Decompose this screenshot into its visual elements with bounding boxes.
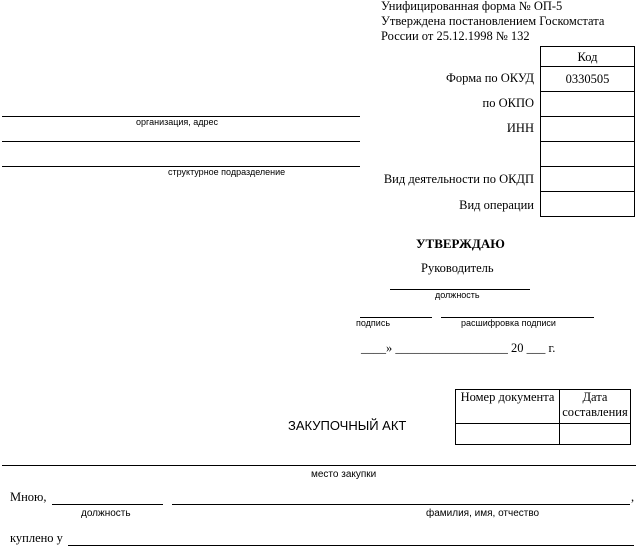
document-date-cell[interactable] (560, 424, 631, 445)
okpo-code[interactable] (541, 92, 635, 117)
form-header-line-2: Утверждена постановлением Госкомстата (381, 14, 605, 28)
document-date-header: Дата составления (560, 390, 631, 424)
document-number-cell[interactable] (456, 424, 560, 445)
operation-label: Вид операции (459, 198, 534, 212)
organization-caption: организация, адрес (136, 117, 219, 127)
okud-label: Форма по ОКУД (446, 71, 534, 85)
codes-table (540, 46, 635, 217)
seller-line[interactable] (68, 545, 634, 546)
bought-from-prefix: куплено у (10, 531, 63, 545)
approval-title: УТВЕРЖДАЮ (416, 236, 505, 251)
buyer-position-caption: должность (81, 508, 131, 519)
operation-code[interactable] (541, 192, 635, 217)
blank-code[interactable] (541, 142, 635, 167)
codes-header: Код (541, 47, 635, 67)
form-header-line-3: России от 25.12.1998 № 132 (381, 29, 530, 43)
okdp-code[interactable] (541, 167, 635, 192)
organization-line-2[interactable] (2, 141, 360, 142)
okud-code[interactable]: 0330505 (541, 67, 635, 92)
purchase-place-caption: место закупки (311, 469, 377, 480)
okdp-label: Вид деятельности по ОКДП (383, 172, 534, 186)
buyer-name-line[interactable] (172, 504, 630, 505)
approval-role: Руководитель (421, 261, 494, 275)
trailing-comma: , (631, 490, 635, 504)
inn-label: ИНН (506, 121, 534, 135)
form-header (381, 0, 604, 44)
document-title: ЗАКУПОЧНЫЙ АКТ (288, 418, 407, 433)
form-header-line-1: Унифицированная форма № ОП-5 (381, 0, 563, 13)
inn-code[interactable] (541, 117, 635, 142)
approval-position-caption: должность (435, 290, 480, 300)
approval-signature-decode-caption: расшифровка подписи (461, 318, 556, 328)
buyer-name-caption: фамилия, имя, отчество (426, 508, 540, 519)
document-number-header: Номер документа (456, 390, 560, 424)
buyer-position-line[interactable] (52, 504, 163, 505)
department-caption: структурное подразделение (168, 167, 286, 177)
okpo-label: по ОКПО (482, 96, 534, 110)
me-prefix: Мною, (10, 490, 47, 504)
approval-signature-caption-clip (356, 318, 400, 330)
approval-signature-caption: подпись (356, 318, 391, 328)
approval-date-line[interactable]: ____» __________________ 20 ___ г. (361, 341, 556, 355)
document-table (455, 389, 631, 445)
purchase-place-line[interactable] (2, 465, 636, 466)
